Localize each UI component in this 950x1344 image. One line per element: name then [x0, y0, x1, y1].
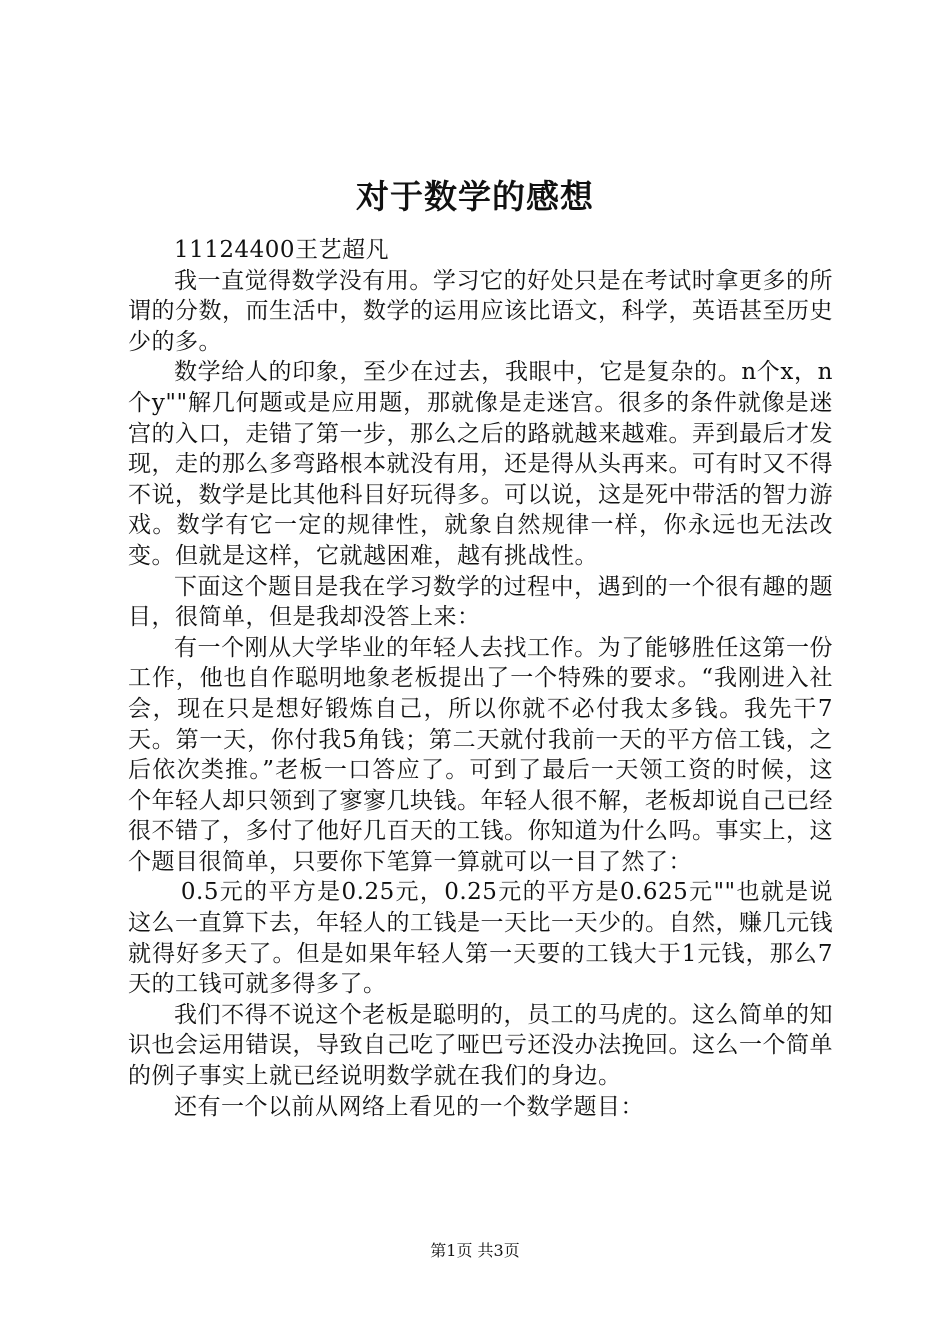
- document-body: [128, 235, 833, 1122]
- paragraph-5: 0.5元的平方是0.25元，0.25元的平方是0.625元""也就是说这么一直算下去，年轻人的工钱是一天比一天少的。自然，赚几元钱就得好多天了。但是如果年轻人第一天要的工钱大于1元钱，那么7天的工钱可就多得多了。: [128, 879, 833, 998]
- paragraph-4: 有一个刚从大学毕业的年轻人去找工作。为了能够胜任这第一份工作，他也自作聪明地象老板提出了一个特殊的要求。“我刚进入社会，现在只是想好锻炼自己，所以你就不必付我太多钱。我先干7天。第一天，你付我5角钱；第二天就付我前一天的平方倍工钱，之后依次类推。”老板一口答应了。可到了最后一天领工资的时候，这个年轻人却只领到了寥寥几块钱。年轻人很不解，老板却说自己已经很不错了，多付了他好几百天的工钱。你知道为什么吗。事实上，这个题目很简单，只要你下笔算一算就可以一目了然了：: [128, 634, 833, 875]
- paragraph-3: 下面这个题目是我在学习数学的过程中，遇到的一个很有趣的题目，很简单，但是我却没答上来：: [128, 573, 833, 631]
- author-line: 11124400王艺超凡: [174, 237, 390, 263]
- paragraph-7: 还有一个以前从网络上看见的一个数学题目：: [174, 1093, 644, 1120]
- page-footer: 第1页 共3页: [430, 1241, 520, 1260]
- paragraph-1: 我一直觉得数学没有用。学习它的好处只是在考试时拿更多的所谓的分数，而生活中，数学的运用应该比语文，科学，英语甚至历史少的多。: [128, 267, 833, 355]
- document-title: 对于数学的感想: [356, 177, 594, 216]
- paragraph-2: 数学给人的印象，至少在过去，我眼中，它是复杂的。n个x，n个y""解几何题或是应用题，那就像是走迷宫。很多的条件就像是迷宫的入口，走错了第一步，那么之后的路就越来越难。弄到最后才发现，走的那么多弯路根本就没有用，还是得从头再来。可有时又不得不说，数学是比其他科目好玩得多。可以说，这是死中带活的智力游戏。数学有它一定的规律性，就象自然规律一样，你永远也无法改变。但就是这样，它就越困难，越有挑战性。: [128, 359, 833, 569]
- paragraph-6: 我们不得不说这个老板是聪明的，员工的马虎的。这么简单的知识也会运用错误，导致自己吃了哑巴亏还没办法挽回。这么一个简单的例子事实上就已经说明数学就在我们的身边。: [128, 1001, 833, 1090]
